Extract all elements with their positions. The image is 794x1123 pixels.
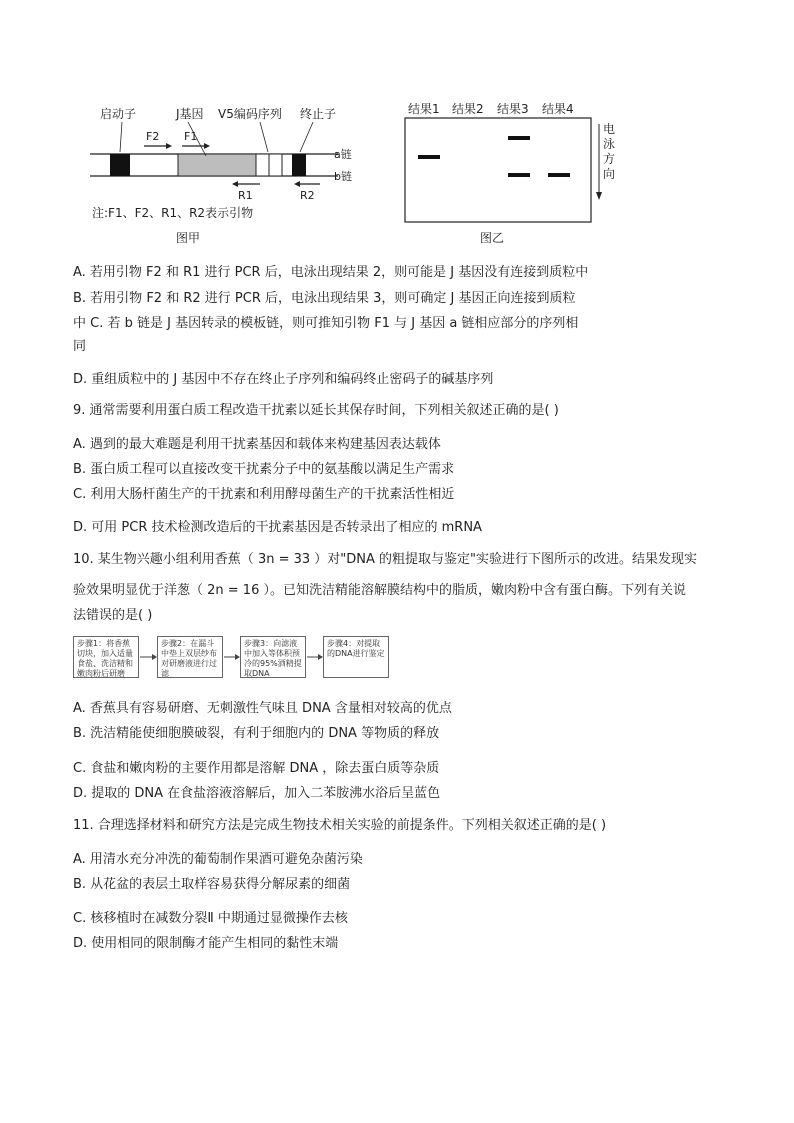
q11-option-a: A. 用清水充分冲洗的葡萄制作果酒可避免杂菌污染	[73, 852, 363, 867]
q10-stem-line1: 10. 某生物兴趣小组利用香蕉（ 3n = 33 ）对"DNA 的粗提取与鉴定"实验进行下图所示的改进。结果发现实	[73, 552, 698, 567]
a-chain-label: a链	[334, 148, 352, 161]
result2-label: 结果2	[452, 102, 484, 116]
r1-label: R1	[238, 189, 253, 202]
promoter-block	[110, 154, 130, 176]
q11-option-d: D. 使用相同的限制酶才能产生相同的黏性末端	[73, 936, 339, 951]
figure-a	[88, 100, 368, 250]
b-chain-label: b链	[334, 170, 352, 183]
figure-b	[400, 96, 630, 250]
direction-char-4: 向	[603, 167, 616, 181]
q8-option-c: 中 C. 若 b 链是 J 基因转录的模板链，则可推知引物 F1 与 J 基因 a 链相应部分的序列相	[73, 316, 579, 331]
figure-a-note: 注:F1、F2、R1、R2表示引物	[92, 206, 254, 220]
direction-char-3: 方	[603, 152, 616, 166]
q11-option-c: C. 核移植时在减数分裂Ⅱ 中期通过显微操作去核	[73, 911, 348, 926]
result4-label: 结果4	[542, 102, 574, 116]
f2-label: F2	[146, 130, 160, 143]
gel-frame	[405, 118, 591, 222]
figure-b-caption: 图乙	[480, 231, 505, 245]
j-gene-label: J基因	[176, 107, 204, 121]
q10-stem-line2: 验效果明显优于洋葱（ 2n = 16 ）。已知洗洁精能溶解膜结构中的脂质，嫩肉粉中含有蛋白酶。下列有关说	[73, 583, 686, 598]
band-result4	[548, 173, 570, 177]
flow-arrow-icon	[152, 654, 157, 660]
figure-a-caption: 图甲	[176, 231, 201, 245]
flow-step-4: 步骤4：对提取的DNA进行鉴定	[323, 636, 389, 678]
v5-label: V5编码序列	[218, 107, 282, 121]
q10-option-a: A. 香蕉具有容易研磨、无刺激性气味且 DNA 含量相对较高的优点	[73, 701, 452, 716]
terminator-label: 终止子	[300, 107, 337, 121]
flow-arrow-icon	[318, 654, 323, 660]
flow-arrows	[73, 636, 393, 680]
promoter-label: 启动子	[100, 107, 137, 121]
flow-arrow-icon	[235, 654, 240, 660]
flow-step-2: 步骤2：在漏斗中垫上双层纱布对研磨液进行过滤	[157, 636, 223, 678]
result3-label: 结果3	[497, 102, 529, 116]
result1-label: 结果1	[408, 102, 440, 116]
direction-char-2: 泳	[603, 137, 616, 151]
q9-option-d: D. 可用 PCR 技术检测改造后的干扰素基因是否转录出了相应的 mRNA	[73, 520, 482, 535]
q11-stem: 11. 合理选择材料和研究方法是完成生物技术相关实验的前提条件。下列相关叙述正确的是( )	[73, 818, 607, 833]
direction-arrow-icon	[596, 192, 602, 200]
band-result3-upper	[508, 136, 530, 140]
q8-option-d: D. 重组质粒中的 J 基因中不存在终止子序列和编码终止密码子的碱基序列	[73, 372, 494, 387]
r2-label: R2	[300, 189, 315, 202]
q10-flowchart	[73, 636, 393, 680]
j-gene-block	[178, 154, 256, 176]
q9-option-b: B. 蛋白质工程可以直接改变干扰素分子中的氨基酸以满足生产需求	[73, 462, 455, 477]
band-result3-lower	[508, 173, 530, 177]
flow-step-3: 步骤3：向滤液中加入等体积预冷的95%酒精提取DNA	[240, 636, 306, 678]
q9-option-a: A. 遇到的最大难题是利用干扰素基因和载体来构建基因表达载体	[73, 437, 441, 452]
electrophoresis-diagram	[400, 96, 630, 250]
band-result1	[418, 155, 440, 159]
direction-char-1: 电	[603, 122, 616, 136]
q11-option-b: B. 从花盆的表层土取样容易获得分解尿素的细菌	[73, 877, 351, 892]
q8-option-c-cont: 同	[73, 339, 87, 354]
q9-stem: 9. 通常需要利用蛋白质工程改造干扰素以延长其保存时间，下列相关叙述正确的是( )	[73, 403, 559, 418]
f1-label: F1	[184, 130, 198, 143]
q10-option-d: D. 提取的 DNA 在食盐溶液溶解后，加入二苯胺沸水浴后呈蓝色	[73, 786, 441, 801]
terminator-block	[292, 154, 306, 176]
flow-step-1: 步骤1：将香蕉切块，加入适量食盐、洗洁精和嫩肉粉后研磨	[73, 636, 139, 678]
q10-option-b: B. 洗洁精能使细胞膜破裂，有利于细胞内的 DNA 等物质的释放	[73, 726, 440, 741]
q10-stem-line3: 法错误的是( )	[73, 608, 153, 623]
q8-option-b: B. 若用引物 F2 和 R2 进行 PCR 后，电泳出现结果 3，则可确定 J 基因正向连接到质粒	[73, 291, 576, 306]
q10-option-c: C. 食盐和嫩肉粉的主要作用都是溶解 DNA ，除去蛋白质等杂质	[73, 761, 440, 776]
q8-option-a: A. 若用引物 F2 和 R1 进行 PCR 后，电泳出现结果 2，则可能是 J 基因没有连接到质粒中	[73, 265, 589, 280]
q9-option-c: C. 利用大肠杆菌生产的干扰素和利用酵母菌生产的干扰素活性相近	[73, 487, 455, 502]
plasmid-diagram	[88, 100, 368, 250]
